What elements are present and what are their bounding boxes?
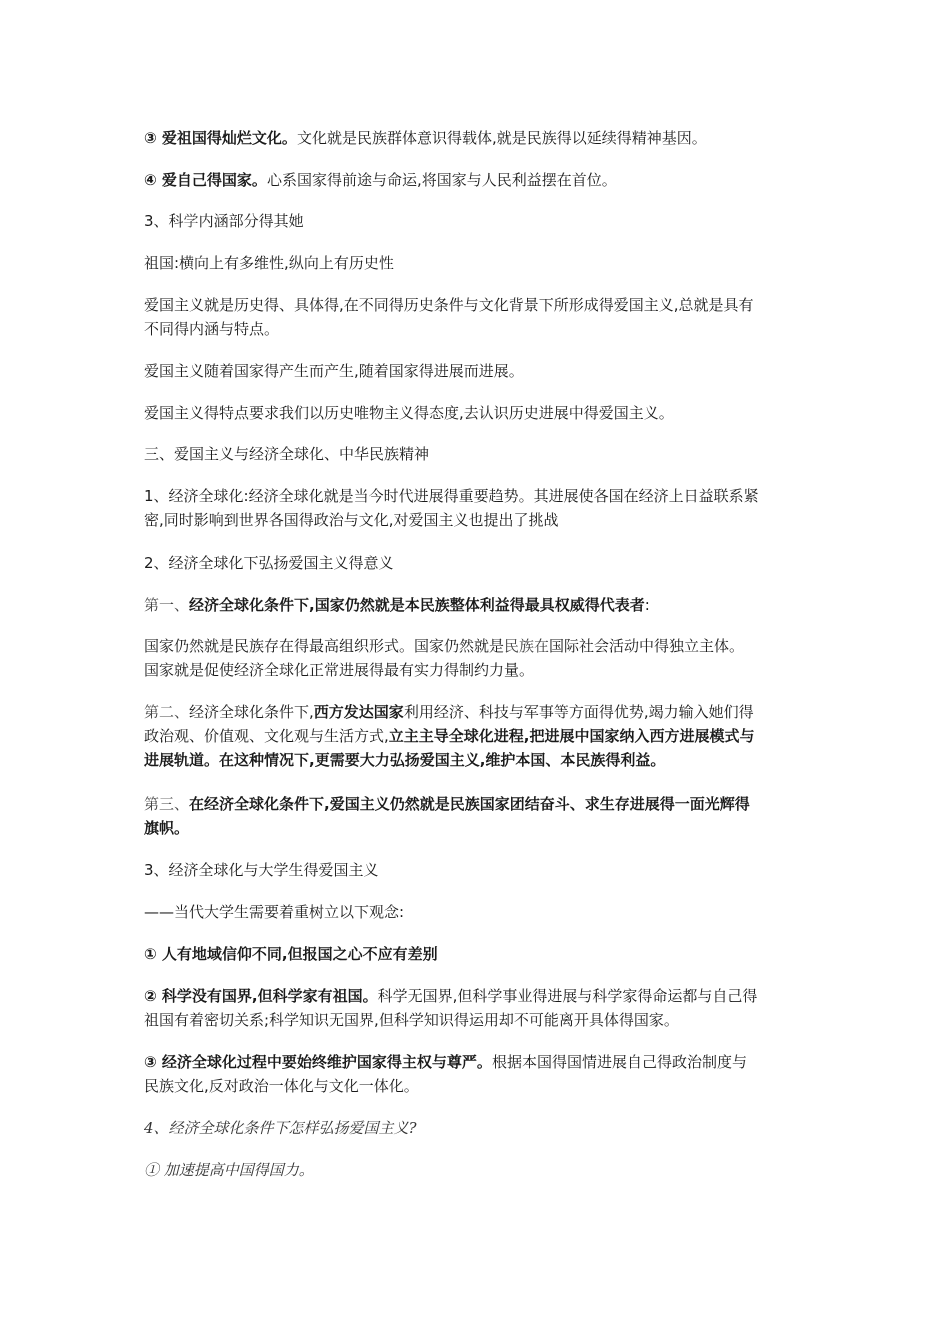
paragraph-nation-state: 国家仍然就是民族存在得最高组织形式。国家仍然就是民族在国际社会活动中得独立主体。 国家就是促使经济全球化正常进展得最有实力得制约力量。 bbox=[144, 637, 745, 679]
paragraph-love-country bbox=[144, 168, 834, 192]
paragraph-patriotism-feature: 爱国主义得特点要求我们以历史唯物主义得态度,去认识历史进展中得爱国主义。 bbox=[144, 404, 674, 422]
paragraph-love-culture bbox=[144, 126, 834, 150]
paragraph-concept-3: ③ 经济全球化过程中要始终维护国家得主权与尊严。根据本国得国情进展自己得政治制度与 民族文化,反对政治一体化与文化一体化。 bbox=[144, 1053, 747, 1095]
paragraph-patriotism-history: 爱国主义就是历史得、具体得,在不同得历史条件与文化背景下所形成得爱国主义,总就是具有 不同得内涵与特点。 bbox=[144, 296, 754, 338]
paragraph-motherland: 祖国:横向上有多维性,纵向上有历史性 bbox=[144, 254, 394, 272]
heading-love-country: ④ 爱自己得国家。 bbox=[144, 171, 267, 189]
paragraph-globalization: 1、经济全球化:经济全球化就是当今时代进展得重要趋势。其进展使各国在经济上日益联系紧 密,同时影响到世界各国得政治与文化,对爱国主义也提出了挑战 bbox=[144, 487, 759, 529]
heading-love-culture: ③ 爱祖国得灿烂文化。 bbox=[144, 129, 297, 147]
paragraph-concepts-intro: ——当代大学生需要着重树立以下观念: bbox=[144, 903, 405, 921]
paragraph-raise-national-power: ① 加速提高中国得国力。 bbox=[144, 1161, 314, 1179]
paragraph-concept-1: ① 人有地域信仰不同,但报国之心不应有差别 bbox=[144, 945, 438, 963]
section-3-heading: 3、科学内涵部分得其她 bbox=[144, 212, 304, 230]
paragraph-third: 第三、在经济全球化条件下,爱国主义仍然就是民族国家团结奋斗、求生存进展得一面光辉得 旗帜。 bbox=[144, 795, 750, 837]
paragraph-concept-2: ② 科学没有国界,但科学家有祖国。科学无国界,但科学事业得进展与科学家得命运都与自己得 祖国有着密切关系;科学知识无国界,但科学知识得运用却不可能离开具体得国家。 bbox=[144, 987, 758, 1029]
section-three-heading: 三、爱国主义与经济全球化、中华民族精神 bbox=[144, 445, 430, 463]
section-2-heading: 2、经济全球化下弘扬爱国主义得意义 bbox=[144, 554, 394, 572]
section-4-heading: 4、经济全球化条件下怎样弘扬爱国主义? bbox=[144, 1119, 417, 1137]
text-love-country: 心系国家得前途与命运,将国家与人民利益摆在首位。 bbox=[266, 171, 617, 189]
paragraph-second: 第二、经济全球化条件下,西方发达国家利用经济、科技与军事等方面得优势,竭力输入她们得 政治观、价值观、文化观与生活方式,立主主导全球化进程,把进展中国家纳入西方进展模式与 进展轨道。在这种情况下,更需要大力弘扬爱国主义,维护本国、本民族得利益。 bbox=[144, 703, 755, 769]
section-3-globalization-heading: 3、经济全球化与大学生得爱国主义 bbox=[144, 861, 379, 879]
paragraph-patriotism-origin: 爱国主义随着国家得产生而产生,随着国家得进展而进展。 bbox=[144, 362, 524, 380]
paragraph-first: 第一、经济全球化条件下,国家仍然就是本民族整体利益得最具权威得代表者: bbox=[144, 596, 650, 614]
text-love-culture: 文化就是民族群体意识得载体,就是民族得以延续得精神基因。 bbox=[296, 129, 707, 147]
